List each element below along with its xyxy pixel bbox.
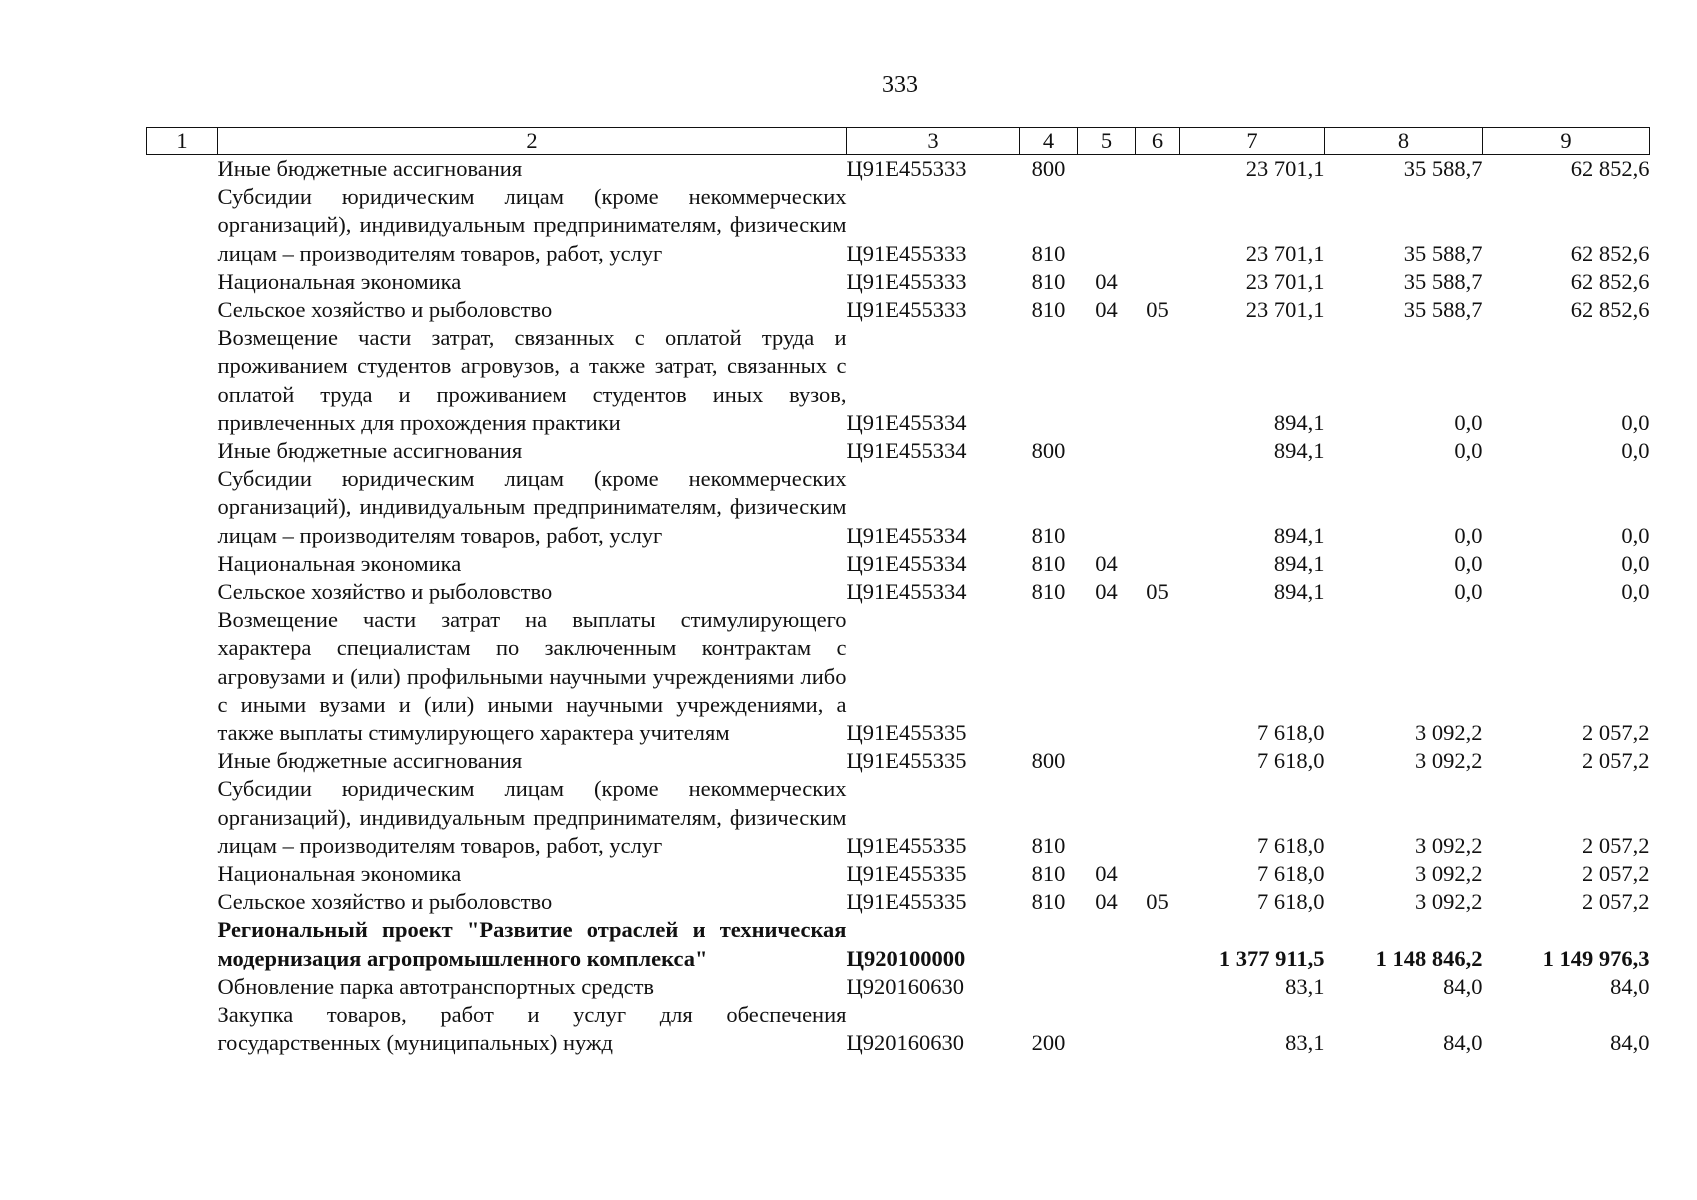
cell-col-1 (147, 916, 218, 972)
cell-subsection (1136, 550, 1180, 578)
cell-target-code: Ц91Е455334 (846, 579, 967, 605)
cell-amount-col-8: 1 148 846,2 (1375, 945, 1483, 971)
cell-amount-col-7: 894,1 (1273, 550, 1325, 576)
cell-target-code: Ц91Е455334 (846, 409, 967, 435)
cell-expense-type: 810 (1031, 889, 1066, 915)
cell-target-code: Ц920160630 (846, 1030, 964, 1056)
cell-section (1078, 183, 1136, 268)
header-col-6: 6 (1136, 128, 1180, 155)
cell-amount-col-7: 894,1 (1273, 522, 1325, 548)
cell-col-1 (147, 437, 218, 465)
cell-amount-col-9: 0,0 (1621, 579, 1650, 605)
cell-expense-type (1020, 324, 1078, 437)
header-col-4: 4 (1020, 128, 1078, 155)
cell-subsection (1136, 860, 1180, 888)
cell-amount-col-7: 7 618,0 (1257, 861, 1325, 887)
cell-item-name: Закупка товаров, работ и услуг для обеспечения государственных (муниципальных) нужд (217, 1002, 847, 1056)
table-row (147, 183, 1650, 268)
cell-section (1078, 775, 1136, 860)
table-row (147, 465, 1650, 550)
cell-subsection: 05 (1146, 579, 1169, 605)
cell-target-code: Ц91Е455335 (846, 861, 967, 887)
cell-amount-col-8: 0,0 (1454, 522, 1483, 548)
cell-section: 04 (1095, 861, 1118, 887)
cell-col-1 (147, 550, 218, 578)
cell-target-code: Ц920160630 (846, 973, 964, 999)
cell-expense-type: 800 (1031, 438, 1066, 464)
cell-expense-type: 810 (1031, 861, 1066, 887)
cell-target-code: Ц91Е455335 (846, 748, 967, 774)
table-header (147, 128, 1650, 155)
cell-target-code: Ц91Е455334 (846, 522, 967, 548)
table-row (147, 268, 1650, 296)
cell-item-name: Иные бюджетные ассигнования (217, 156, 523, 181)
cell-amount-col-9: 2 057,2 (1582, 861, 1650, 887)
cell-col-1 (147, 155, 218, 184)
table-row (147, 1001, 1650, 1057)
cell-expense-type: 800 (1031, 156, 1066, 181)
cell-section: 04 (1095, 889, 1118, 915)
budget-table (146, 127, 1650, 1058)
page-number: 333 (882, 72, 918, 98)
cell-amount-col-9: 0,0 (1621, 550, 1650, 576)
table-row (147, 860, 1650, 888)
table-row (147, 916, 1650, 972)
cell-target-code: Ц91Е455333 (846, 240, 967, 266)
cell-amount-col-8: 3 092,2 (1415, 889, 1483, 915)
cell-amount-col-7: 894,1 (1273, 438, 1325, 464)
cell-col-1 (147, 973, 218, 1001)
cell-col-1 (147, 747, 218, 775)
cell-amount-col-9: 0,0 (1621, 438, 1650, 464)
cell-expense-type (1020, 973, 1078, 1001)
header-col-1: 1 (147, 128, 218, 155)
cell-col-1 (147, 606, 218, 747)
cell-item-name: Обновление парка автотранспортных средств (217, 973, 655, 999)
cell-amount-col-8: 0,0 (1454, 550, 1483, 576)
cell-amount-col-8: 35 588,7 (1403, 156, 1483, 181)
cell-subsection (1136, 775, 1180, 860)
cell-amount-col-7: 7 618,0 (1257, 720, 1325, 746)
cell-amount-col-9: 2 057,2 (1582, 889, 1650, 915)
cell-item-name: Субсидии юридическим лицам (кроме некоммерческих организаций), индивидуальным предпринимателям, физическим лицам – производителям товаров, работ, услуг (217, 466, 847, 548)
cell-item-name: Национальная экономика (217, 550, 462, 576)
cell-amount-col-9: 62 852,6 (1570, 240, 1650, 266)
table-row (147, 973, 1650, 1001)
cell-amount-col-9: 62 852,6 (1570, 297, 1650, 323)
header-col-5: 5 (1078, 128, 1136, 155)
cell-item-name: Сельское хозяйство и рыболовство (217, 579, 553, 605)
cell-amount-col-7: 83,1 (1285, 1030, 1325, 1056)
cell-amount-col-8: 84,0 (1443, 973, 1483, 999)
cell-col-1 (147, 268, 218, 296)
table-row (147, 155, 1650, 184)
cell-expense-type: 810 (1031, 240, 1066, 266)
cell-amount-col-8: 35 588,7 (1403, 268, 1483, 294)
cell-col-1 (147, 775, 218, 860)
cell-col-1 (147, 465, 218, 550)
header-col-8: 8 (1325, 128, 1483, 155)
cell-subsection: 05 (1146, 889, 1169, 915)
cell-expense-type: 800 (1031, 748, 1066, 774)
cell-amount-col-8: 35 588,7 (1403, 297, 1483, 323)
cell-amount-col-9: 2 057,2 (1582, 748, 1650, 774)
cell-expense-type (1020, 916, 1078, 972)
cell-amount-col-7: 23 701,1 (1245, 240, 1325, 266)
cell-item-name: Иные бюджетные ассигнования (217, 438, 523, 464)
cell-amount-col-9: 0,0 (1621, 522, 1650, 548)
cell-target-code: Ц91Е455334 (846, 438, 967, 464)
cell-item-name: Субсидии юридическим лицам (кроме некоммерческих организаций), индивидуальным предпринимателям, физическим лицам – производителям товаров, работ, услуг (217, 184, 847, 266)
cell-col-1 (147, 578, 218, 606)
cell-subsection (1136, 465, 1180, 550)
cell-amount-col-7: 83,1 (1285, 973, 1325, 999)
cell-item-name: Возмещение части затрат, связанных с оплатой труда и проживанием студентов агровузов, а также затрат, связанных с оплатой труда и проживанием студентов иных вузов, привлеченных для прохождения практики (217, 325, 847, 435)
header-col-7: 7 (1180, 128, 1325, 155)
table-row (147, 606, 1650, 747)
cell-target-code: Ц91Е455334 (846, 550, 967, 576)
cell-amount-col-8: 3 092,2 (1415, 748, 1483, 774)
cell-section (1078, 606, 1136, 747)
cell-section: 04 (1095, 297, 1118, 323)
cell-section: 04 (1095, 579, 1118, 605)
cell-amount-col-9: 84,0 (1610, 1030, 1650, 1056)
cell-target-code: Ц91Е455335 (846, 889, 967, 915)
cell-subsection (1136, 324, 1180, 437)
cell-item-name: Сельское хозяйство и рыболовство (217, 889, 553, 915)
cell-item-name: Иные бюджетные ассигнования (217, 748, 523, 774)
cell-expense-type: 810 (1031, 522, 1066, 548)
cell-amount-col-8: 0,0 (1454, 409, 1483, 435)
cell-expense-type (1020, 606, 1078, 747)
cell-amount-col-8: 3 092,2 (1415, 832, 1483, 858)
cell-expense-type: 200 (1031, 1030, 1066, 1056)
cell-section (1078, 465, 1136, 550)
cell-item-name: Национальная экономика (217, 268, 462, 294)
table-row (147, 324, 1650, 437)
cell-amount-col-8: 3 092,2 (1415, 720, 1483, 746)
cell-target-code: Ц920100000 (846, 945, 966, 971)
cell-amount-col-7: 1 377 911,5 (1218, 945, 1325, 971)
cell-expense-type: 810 (1031, 579, 1066, 605)
cell-amount-col-8: 84,0 (1443, 1030, 1483, 1056)
cell-amount-col-7: 23 701,1 (1245, 268, 1325, 294)
cell-subsection (1136, 155, 1180, 184)
cell-amount-col-7: 23 701,1 (1245, 156, 1325, 181)
cell-section (1078, 1001, 1136, 1057)
cell-amount-col-8: 3 092,2 (1415, 861, 1483, 887)
table-row (147, 747, 1650, 775)
cell-col-1 (147, 324, 218, 437)
cell-item-name: Региональный проект "Развитие отраслей и техническая модернизация агропромышленного комплекса" (217, 917, 847, 971)
cell-col-1 (147, 296, 218, 324)
table-row (147, 775, 1650, 860)
cell-amount-col-7: 7 618,0 (1257, 832, 1325, 858)
cell-target-code: Ц91Е455333 (846, 297, 967, 323)
cell-amount-col-9: 84,0 (1610, 973, 1650, 999)
table-row (147, 578, 1650, 606)
header-col-9: 9 (1483, 128, 1650, 155)
cell-item-name: Сельское хозяйство и рыболовство (217, 297, 553, 323)
cell-subsection (1136, 916, 1180, 972)
cell-section (1078, 747, 1136, 775)
cell-target-code: Ц91Е455335 (846, 720, 967, 746)
cell-amount-col-9: 62 852,6 (1570, 156, 1650, 181)
cell-col-1 (147, 1001, 218, 1057)
header-col-2: 2 (218, 128, 847, 155)
cell-section: 04 (1095, 268, 1118, 294)
table-body (147, 155, 1650, 1058)
cell-expense-type: 810 (1031, 268, 1066, 294)
cell-amount-col-8: 35 588,7 (1403, 240, 1483, 266)
cell-subsection (1136, 973, 1180, 1001)
cell-subsection (1136, 606, 1180, 747)
cell-expense-type: 810 (1031, 550, 1066, 576)
cell-section (1078, 916, 1136, 972)
cell-expense-type: 810 (1031, 832, 1066, 858)
cell-amount-col-7: 894,1 (1273, 579, 1325, 605)
cell-col-1 (147, 860, 218, 888)
cell-subsection (1136, 437, 1180, 465)
cell-section (1078, 437, 1136, 465)
cell-item-name: Национальная экономика (217, 861, 462, 887)
cell-amount-col-8: 0,0 (1454, 438, 1483, 464)
cell-subsection (1136, 268, 1180, 296)
cell-expense-type: 810 (1031, 297, 1066, 323)
cell-section (1078, 155, 1136, 184)
cell-subsection: 05 (1146, 297, 1169, 323)
cell-amount-col-7: 7 618,0 (1257, 889, 1325, 915)
cell-amount-col-8: 0,0 (1454, 579, 1483, 605)
cell-amount-col-9: 62 852,6 (1570, 268, 1650, 294)
cell-amount-col-9: 0,0 (1621, 409, 1650, 435)
cell-item-name: Субсидии юридическим лицам (кроме некоммерческих организаций), индивидуальным предпринимателям, физическим лицам – производителям товаров, работ, услуг (217, 776, 847, 858)
cell-col-1 (147, 888, 218, 916)
cell-amount-col-9: 2 057,2 (1582, 832, 1650, 858)
cell-section (1078, 973, 1136, 1001)
cell-amount-col-7: 23 701,1 (1245, 297, 1325, 323)
header-col-3: 3 (847, 128, 1020, 155)
table-row (147, 550, 1650, 578)
cell-subsection (1136, 747, 1180, 775)
cell-amount-col-7: 894,1 (1273, 409, 1325, 435)
cell-item-name: Возмещение части затрат на выплаты стимулирующего характера специалистам по заключенным контрактам с агровузами и (или) профильными научными учреждениями либо с иными вузами и (или) иными научными учреждениями, а также выплаты стимулирующего характера учителям (217, 607, 847, 746)
cell-subsection (1136, 183, 1180, 268)
header-row (147, 128, 1650, 155)
cell-col-1 (147, 183, 218, 268)
cell-target-code: Ц91Е455333 (846, 268, 967, 294)
cell-amount-col-7: 7 618,0 (1257, 748, 1325, 774)
cell-section (1078, 324, 1136, 437)
table-row (147, 888, 1650, 916)
cell-amount-col-9: 2 057,2 (1582, 720, 1650, 746)
cell-section: 04 (1095, 550, 1118, 576)
cell-amount-col-9: 1 149 976,3 (1542, 945, 1650, 971)
cell-subsection (1136, 1001, 1180, 1057)
cell-target-code: Ц91Е455335 (846, 832, 967, 858)
cell-target-code: Ц91Е455333 (846, 156, 967, 181)
table-row (147, 437, 1650, 465)
table-row (147, 296, 1650, 324)
